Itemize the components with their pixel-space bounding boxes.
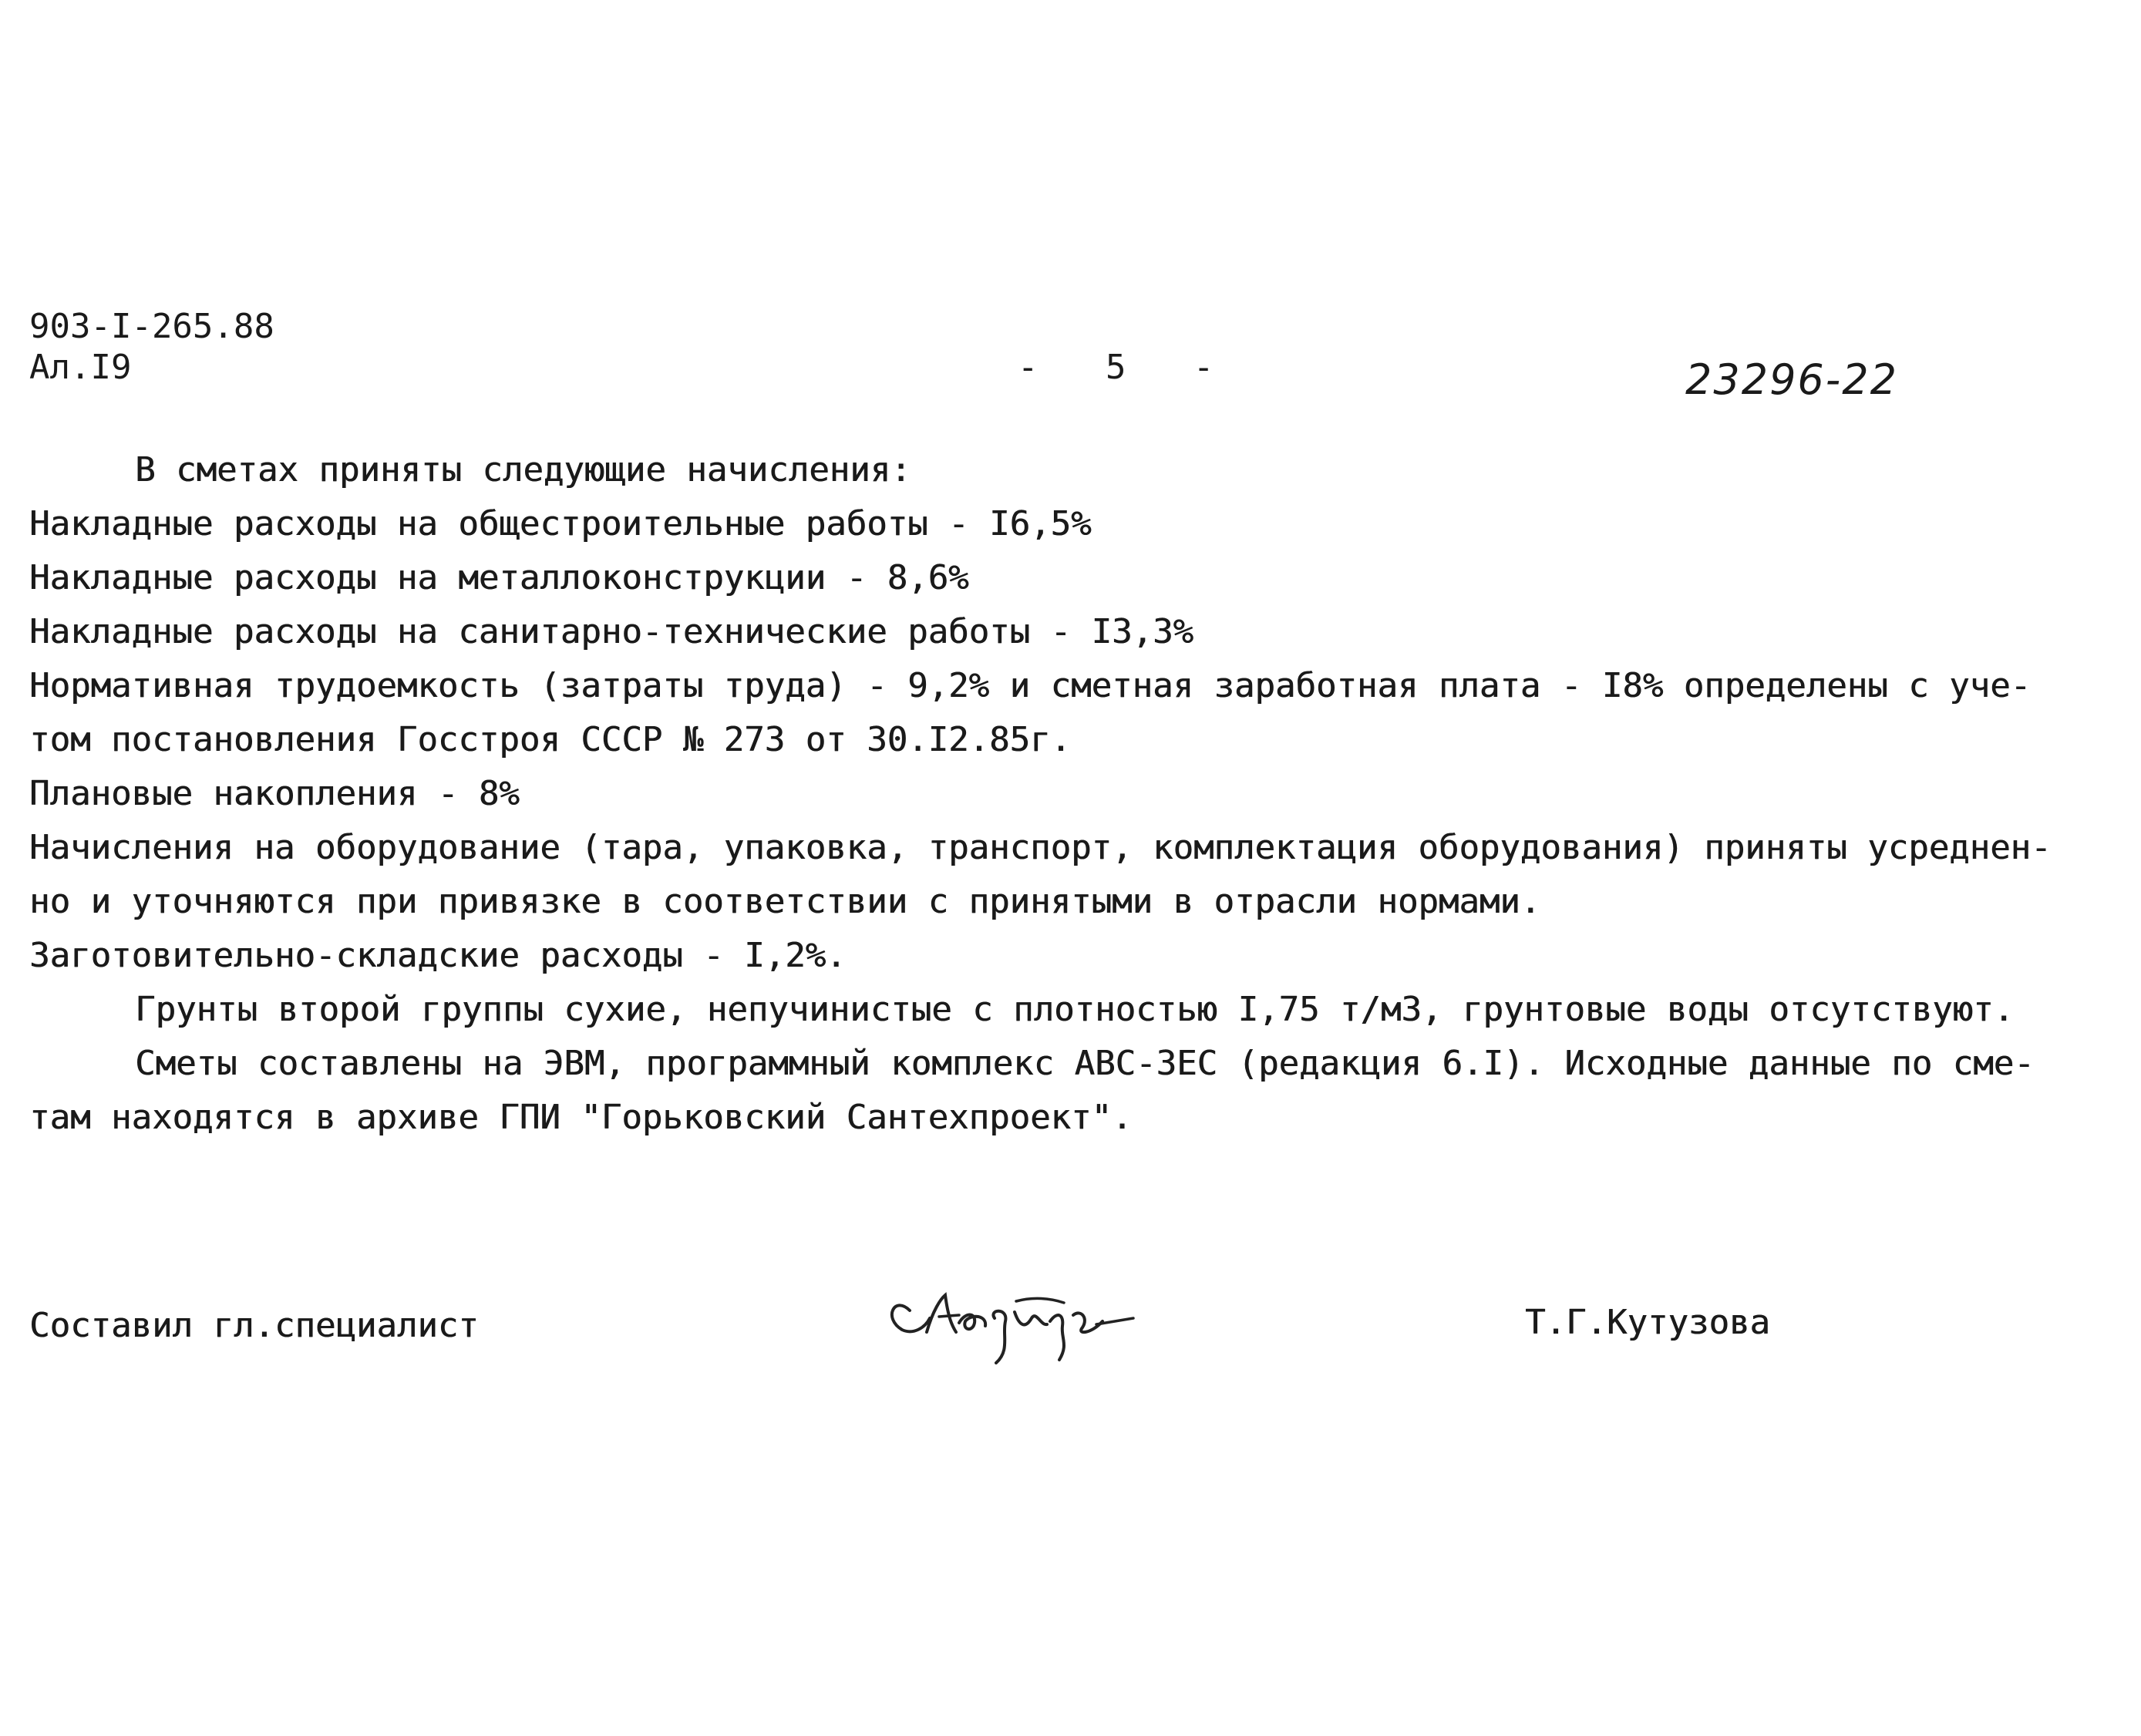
- body-line-computer: Сметы составлены на ЭВМ, программный комплекс АВС-3ЕС (редакция 6.I). Исходные данные по сме-: [135, 1044, 2035, 1083]
- body-line-equipment: Начисления на оборудование (тара, упаковка, транспорт, комплектация оборудования) приняты усреднен-: [29, 828, 2052, 867]
- body-line-equipment-cont: но и уточняются при привязке в соответствии с принятыми в отрасли нормами.: [29, 882, 1541, 921]
- body-line-warehouse: Заготовительно-складские расходы - I,2%.: [29, 936, 847, 975]
- body-line-labor-cont: том постановления Госстроя СССР № 273 от 30.I2.85г.: [29, 720, 1072, 759]
- body-line-intro: В сметах приняты следующие начисления:: [135, 450, 911, 490]
- body-line-labor: Нормативная трудоемкость (затраты труда) - 9,2% и сметная заработная плата - I8% определены с уче-: [29, 666, 2032, 705]
- body-line-overhead-metal: Накладные расходы на металлоконструкции - 8,6%: [29, 558, 969, 597]
- body-line-overhead-sanitary: Накладные расходы на санитарно-технические работы - I3,3%: [29, 612, 1193, 651]
- body-line-archive: там находятся в архиве ГПИ "Горьковский Сантехпроект".: [29, 1098, 1133, 1137]
- body-line-overhead-general: Накладные расходы на общестроительные работы - I6,5%: [29, 504, 1092, 543]
- document-number: 23296-22: [1685, 355, 1898, 404]
- compiler-label: Составил гл.специалист: [29, 1306, 479, 1345]
- body-line-planned-savings: Плановые накопления - 8%: [29, 774, 520, 813]
- compiler-name: Т.Г.Кутузова: [1525, 1303, 1770, 1342]
- handwritten-signature: [879, 1264, 1210, 1364]
- body-line-soil: Грунты второй группы сухие, непучинистые с плотностью I,75 т/м3, грунтовые воды отсутствуют.: [135, 990, 2015, 1029]
- document-code: 903-I-265.88: [29, 307, 274, 346]
- page-number: - 5 -: [1018, 348, 1216, 387]
- sheet-label: Ал.I9: [29, 348, 132, 387]
